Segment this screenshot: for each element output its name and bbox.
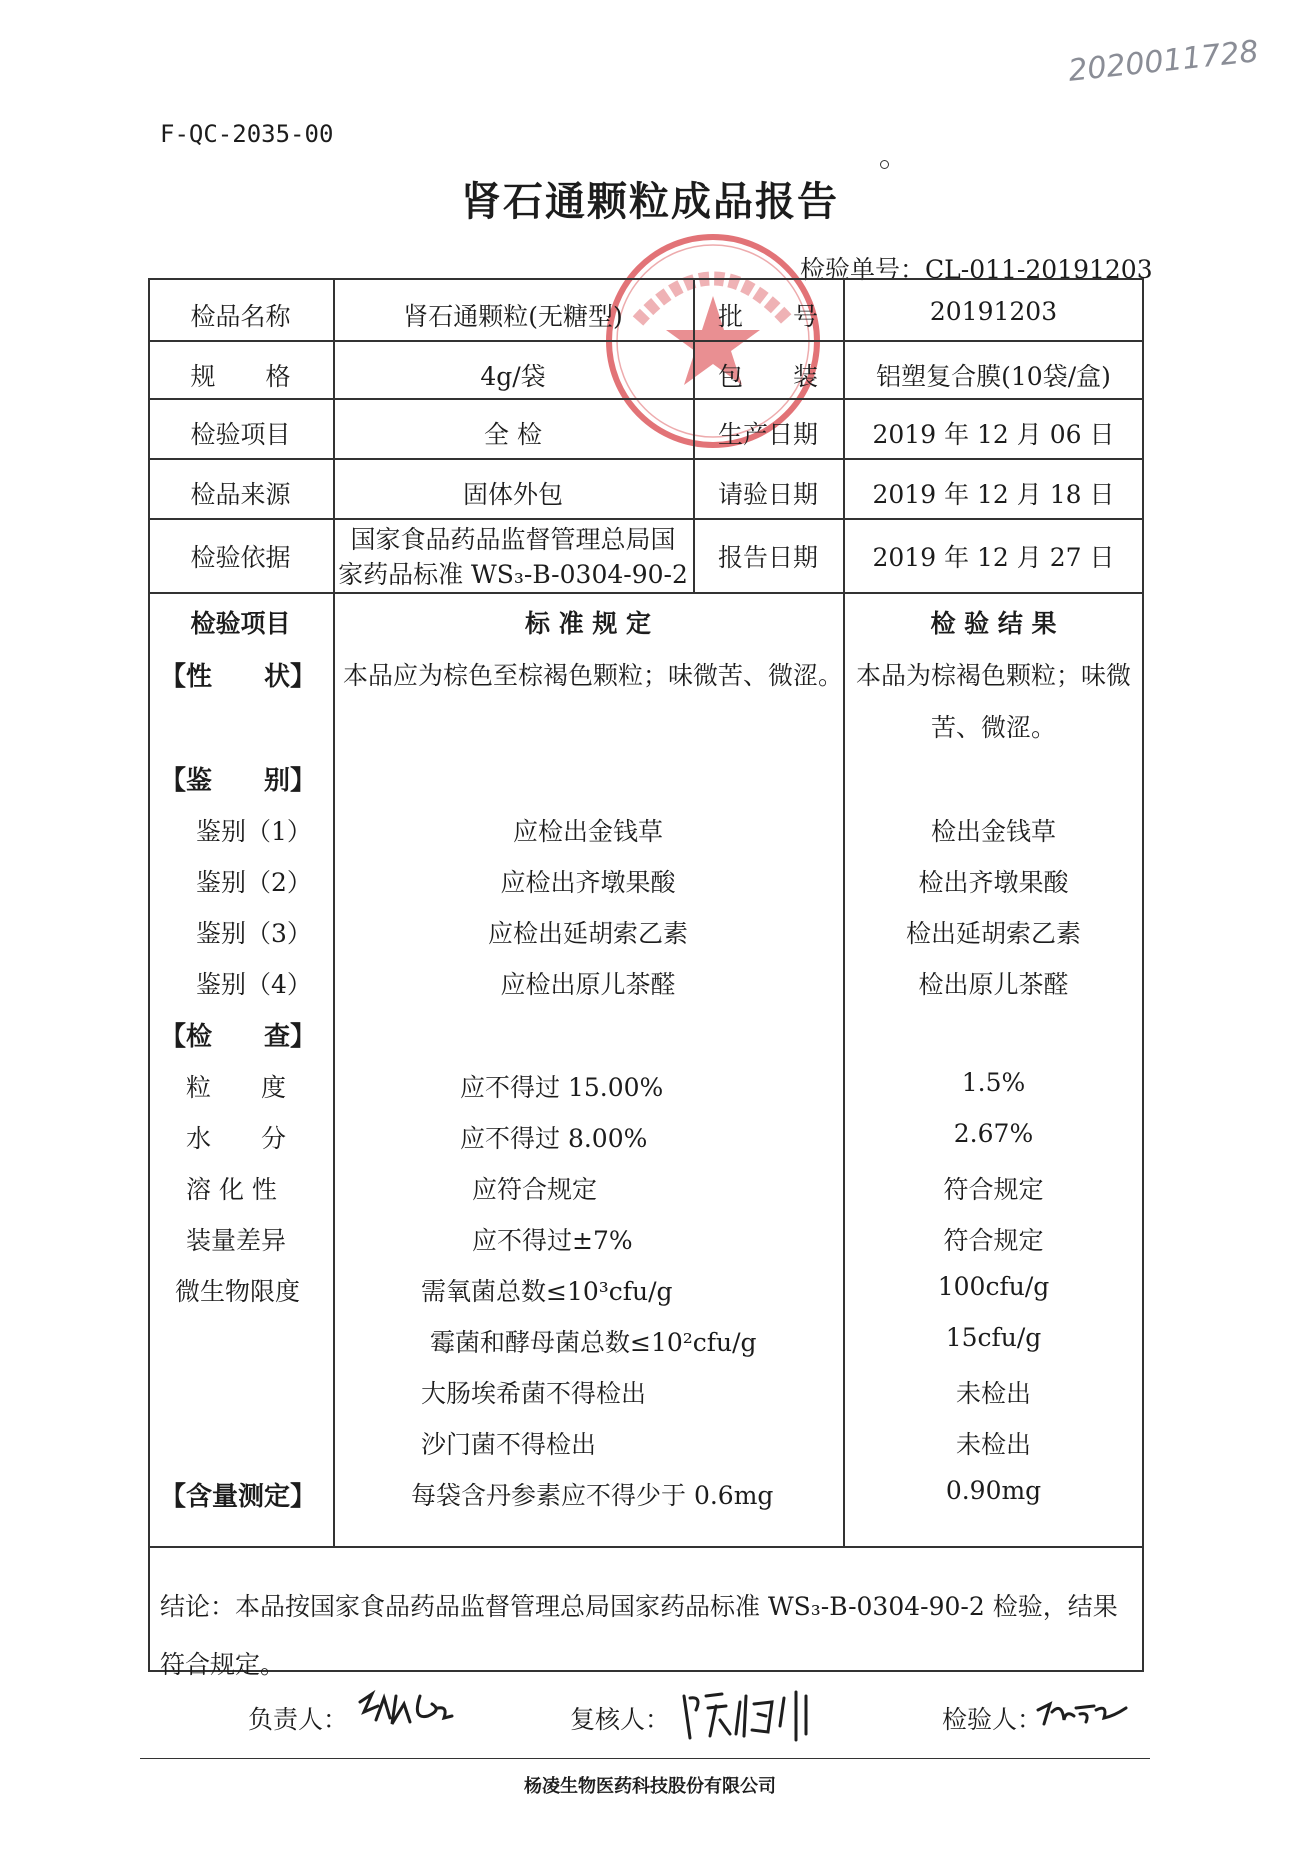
conclusion: 结论：本品按国家食品药品监督管理总局国家药品标准 WS₃-B-0304-90-2 检验，结果符合规定。 [160,1592,1118,1679]
row-divider [148,340,1144,342]
label-name: 检品名称 [190,302,291,331]
header-standard: 标 准 规 定 [524,609,652,638]
identification-item: 鉴别（3） [196,919,312,948]
value-batch: 20191203 [929,296,1058,326]
value-basis [333,522,693,592]
inspection-standard: 大肠埃希菌不得检出 [421,1379,647,1408]
inspection-result: 未检出 [955,1379,1031,1408]
value-item: 全 检 [484,420,542,449]
identification-standard: 应检出齐墩果酸 [500,868,676,897]
inspection-standard: 应不得过 8.00% [460,1124,648,1153]
row-divider [148,592,1144,594]
section-inspection: 【检 查】 [160,1022,317,1052]
basis-line-2: 家药品标准 WS₃-B-0304-90-2 [338,560,688,589]
inspection-result: 100cfu/g [937,1272,1050,1301]
inspection-standard: 应不得过±7% [472,1226,633,1255]
section-assay: 【含量测定】 [160,1482,317,1512]
label-basis: 检验依据 [190,543,291,572]
value-prod-date: 2019 年 12 月 06 日 [872,420,1115,449]
identification-item: 鉴别（2） [196,868,312,897]
label-batch: 批 号 [717,302,818,331]
company-footer: 杨凌生物医药科技股份有限公司 [524,1776,776,1797]
inspection-item: 微生物限度 [175,1277,301,1306]
label-prod-date: 生产日期 [717,420,818,449]
report-number-label: 检验单号： [800,255,926,284]
value-name: 肾石通颗粒(无糖型) [403,302,623,331]
inspection-standard: 应符合规定 [472,1175,598,1204]
responsible-label: 负责人： [248,1705,349,1734]
character-result-line1: 本品为棕褐色颗粒；味微 [855,661,1131,690]
report-number-value: CL-011-20191203 [925,255,1153,284]
basis-line-1: 国家食品药品监督管理总局国 [350,525,676,554]
row-divider [148,1546,1144,1548]
identification-result: 检出金钱草 [930,817,1056,846]
inspection-item: 溶 化 性 [186,1175,277,1204]
footer-divider [140,1758,1150,1759]
responsible-signature [356,1682,456,1736]
reviewer-signature [680,1686,830,1746]
label-item: 检验项目 [190,420,291,449]
label-source: 检品来源 [190,480,291,509]
inspection-result: 1.5% [961,1068,1026,1097]
character-result-line2: 苦、微涩。 [930,713,1056,742]
page-title: 肾石通颗粒成品报告 [461,179,839,225]
inspection-item: 水 分 [186,1124,287,1153]
section-identification: 【鉴 别】 [160,766,317,796]
identification-standard: 应检出原儿茶醛 [500,970,676,999]
identification-result: 检出齐墩果酸 [918,868,1069,897]
header-result: 检 验 结 果 [930,609,1057,638]
inspection-standard: 应不得过 15.00% [460,1073,664,1102]
value-req-date: 2019 年 12 月 18 日 [872,480,1115,509]
inspection-result: 符合规定 [943,1175,1044,1204]
value-spec: 4g/袋 [480,362,546,391]
inspection-result: 2.67% [953,1119,1034,1148]
header-item: 检验项目 [190,609,291,638]
label-report-date: 报告日期 [717,543,818,572]
inspector-label: 检验人： [942,1705,1043,1734]
inspection-result: 符合规定 [943,1226,1044,1255]
inspection-item: 粒 度 [186,1073,287,1102]
inspection-standard: 沙门菌不得检出 [421,1430,597,1459]
label-package: 包 装 [717,362,818,391]
inspection-item: 装量差异 [186,1226,287,1255]
identification-item: 鉴别（4） [196,970,312,999]
document-code: F-QC-2035-00 [160,120,334,148]
title-dot [880,160,889,169]
inspection-result: 未检出 [955,1430,1031,1459]
value-source: 固体外包 [462,480,563,509]
label-spec: 规 格 [190,362,291,391]
inspection-standard: 霉菌和酵母菌总数≤10²cfu/g [430,1328,757,1357]
inspector-signature [1034,1690,1134,1738]
row-divider [148,458,1144,460]
handwritten-note: 2020011728 [1066,34,1261,89]
value-report-date: 2019 年 12 月 27 日 [872,543,1115,572]
label-req-date: 请验日期 [717,480,818,509]
reviewer-label: 复核人： [570,1705,671,1734]
identification-standard: 应检出延胡索乙素 [487,919,688,948]
identification-standard: 应检出金钱草 [512,817,663,846]
inspection-standard: 需氧菌总数≤10³cfu/g [421,1277,673,1306]
assay-standard: 每袋含丹参素应不得少于 0.6mg [411,1481,774,1510]
character-standard: 本品应为棕色至棕褐色颗粒；味微苦、微涩。 [343,661,844,690]
inspection-result: 15cfu/g [945,1323,1042,1352]
section-character: 【性 状】 [160,662,317,692]
assay-result: 0.90mg [945,1476,1042,1505]
identification-result: 检出原儿茶醛 [918,970,1069,999]
value-package: 铝塑复合膜(10袋/盒) [876,362,1111,391]
identification-item: 鉴别（1） [196,817,312,846]
identification-result: 检出延胡索乙素 [905,919,1081,948]
